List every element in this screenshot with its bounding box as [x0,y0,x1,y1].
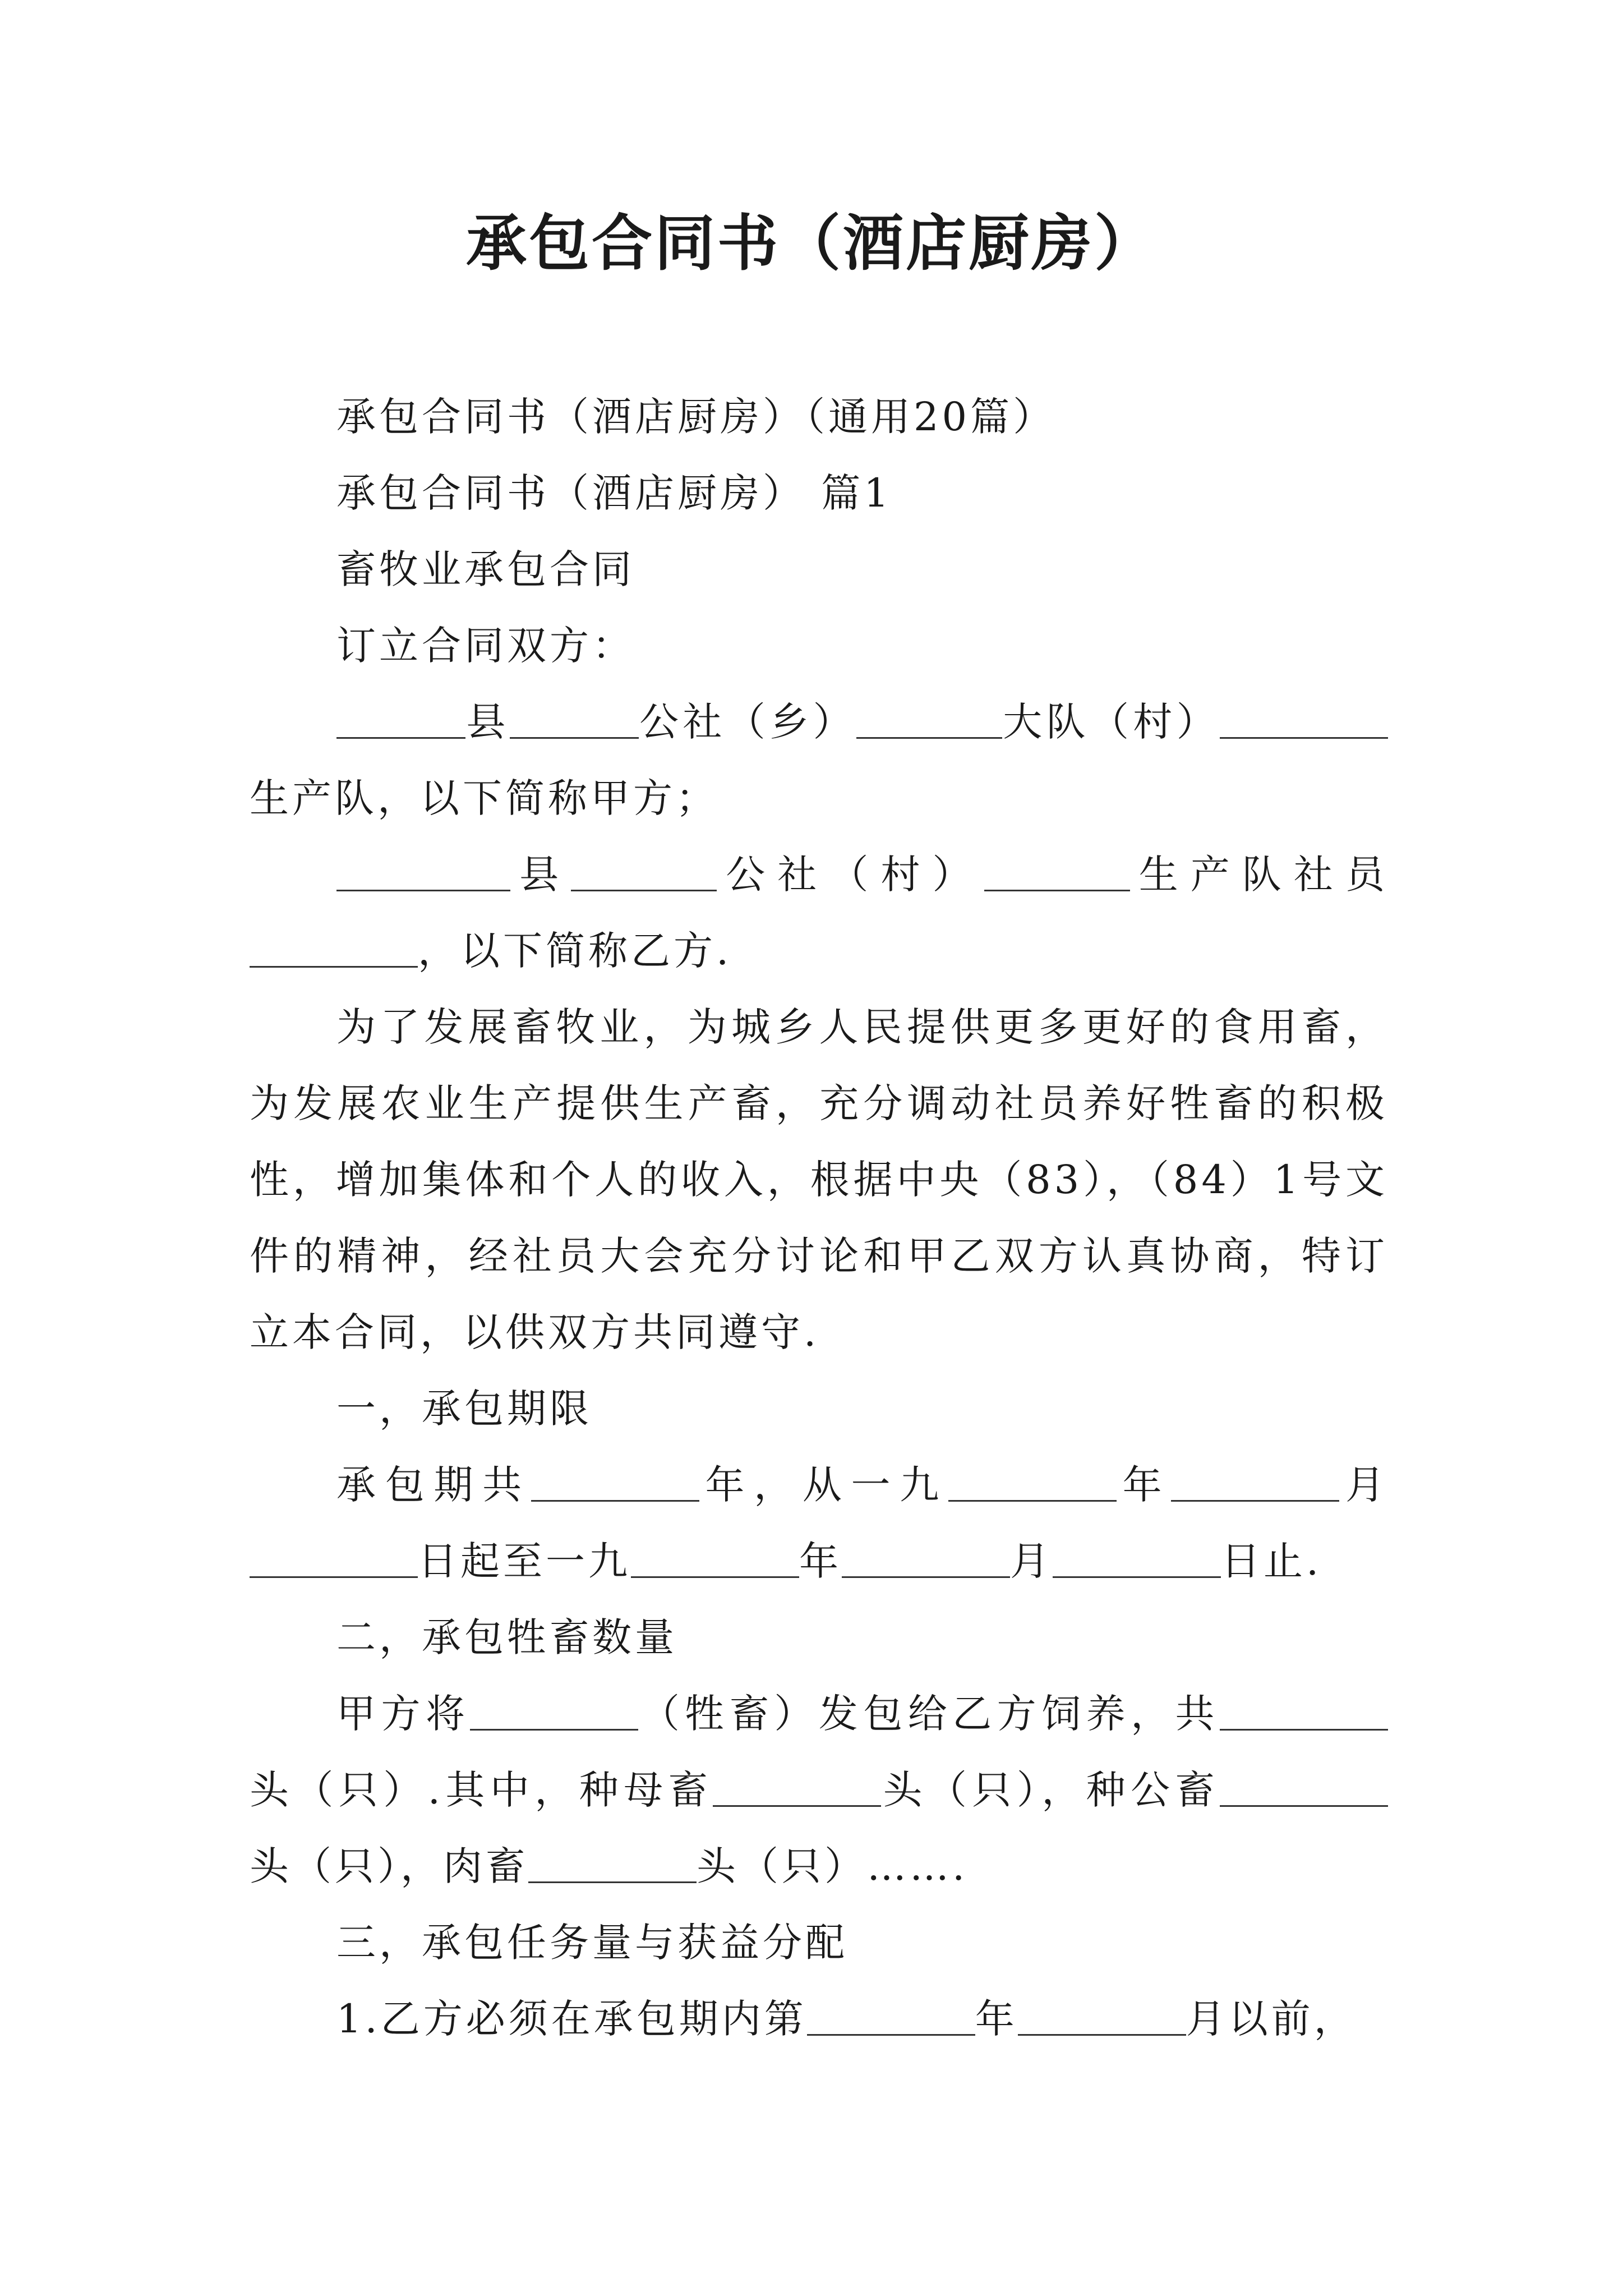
document-title: 承包合同书（酒店厨房） [465,209,1157,279]
blank-field [1220,1766,1388,1807]
blank-field [856,698,1002,739]
blank-field [713,1766,881,1807]
paragraph-party-b [250,836,1388,989]
text-segment: （牲畜）发包给乙方饲养，共 [638,1691,1220,1737]
paragraph-party-a [250,684,1388,836]
blank-field [1018,1995,1186,2036]
text-segment: 头（只），肉畜 [250,1843,528,1889]
text-segment: 日止. [1221,1538,1322,1584]
blank-field [336,850,510,891]
blank-field [510,698,639,739]
text-segment: 年 [799,1538,842,1584]
blank-field [807,1995,975,2036]
blank-field [1220,1690,1388,1731]
text-segment: 头（只）……. [697,1843,969,1889]
text-segment: 月 [1339,1462,1389,1508]
text-segment: 月以前， [1186,1996,1357,2042]
blank-field [948,1461,1117,1502]
text-segment: 公社（乡） [638,699,856,745]
blank-field [984,850,1130,891]
blank-field [631,1537,799,1578]
text-segment: 甲方将 [336,1691,471,1737]
text-segment: 头（只），种公畜 [881,1767,1220,1813]
paragraph-section-heading: 承包合同书（酒店厨房） 篇1 [336,470,892,516]
text-segment: 年 [975,1996,1018,2042]
heading-livestock-quantity: 二，承包牲畜数量 [336,1614,677,1660]
paragraph-contract-name: 畜牧业承包合同 [336,546,635,592]
blank-field [470,1690,638,1731]
text-segment: 头（只）.其中，种母畜 [250,1767,713,1813]
text-segment: 1.乙方必须在承包期内第 [336,1996,807,2042]
text-segment: 公社（村） [717,852,984,898]
blank-field [842,1537,1010,1578]
blank-field [1171,1461,1339,1502]
text-segment: 日起至一九 [418,1538,631,1584]
paragraph-term [250,1447,1388,1599]
blank-field [336,698,465,739]
paragraph-purpose: 为了发展畜牧业，为城乡人民提供更多更好的食用畜，为发展农业生产提供生产畜，充分调动社员养好牲畜的积极性，增加集体和个人的收入，根据中央（83），（84）1号文件的精神，经社员大会充分讨论和甲乙双方认真协商，特订立本合同，以供双方共同遵守. [250,1004,1388,1355]
paragraph-task-1 [250,1981,1388,2057]
blank-field [528,1842,697,1883]
document-body [250,379,1388,2057]
text-segment: 生产队，以下简称甲方； [250,775,718,821]
text-segment: 县 [510,852,571,898]
heading-term: 一，承包期限 [336,1386,592,1432]
paragraph-livestock-quantity [250,1676,1388,1904]
text-segment: 年 [1116,1462,1172,1508]
text-segment: ，以下简称乙方. [418,928,732,974]
text-segment: 月 [1010,1538,1053,1584]
heading-tasks-distribution: 三，承包任务量与获益分配 [336,1920,848,1966]
blank-field [1053,1537,1221,1578]
paragraph-subtitle: 承包合同书（酒店厨房）（通用20篇） [336,394,1056,440]
blank-field [1220,698,1388,739]
blank-field [571,850,717,891]
text-segment: 县 [465,699,510,745]
paragraph-parties-heading: 订立合同双方： [336,623,635,669]
blank-field [531,1461,699,1502]
text-segment: 生产队社员 [1129,852,1389,898]
text-segment: 年，从一九 [699,1462,948,1508]
blank-field [250,1537,418,1578]
text-segment: 大队（村） [1002,699,1220,745]
blank-field [250,927,418,968]
text-segment: 承包期共 [336,1462,531,1508]
